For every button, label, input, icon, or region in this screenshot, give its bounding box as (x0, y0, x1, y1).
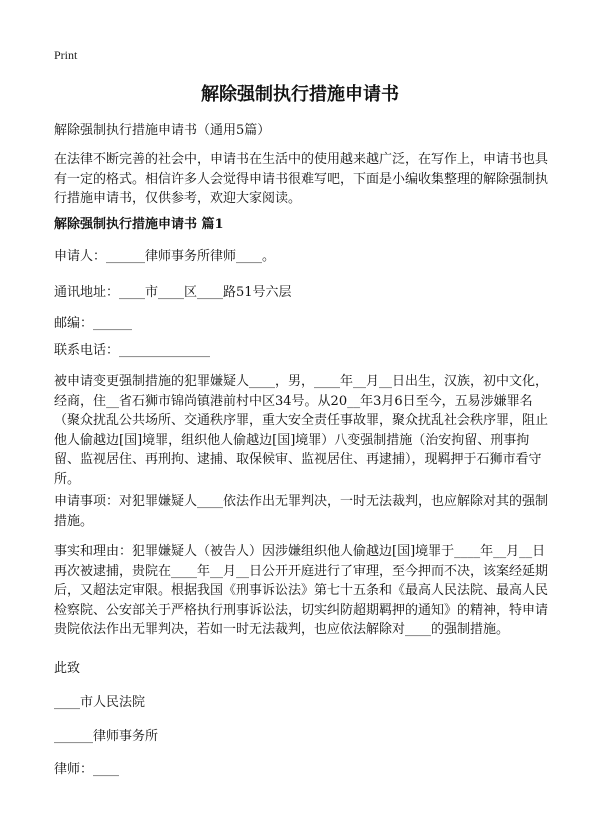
applicant-line: 申请人：______律师事务所律师____。 (54, 249, 276, 264)
phone-line: 联系电话：______________ (54, 343, 211, 358)
closing-line: 此致 (54, 661, 81, 676)
postcode-line: 邮编：______ (54, 316, 133, 331)
law-firm-line: ______律师事务所 (54, 729, 159, 744)
section-heading: 解除强制执行措施申请书 篇1 (54, 217, 224, 232)
print-label[interactable]: Print (54, 48, 78, 62)
document-subtitle: 解除强制执行措施申请书（通用5篇） (54, 123, 271, 138)
address-line: 通讯地址：____市____区____路51号六层 (54, 285, 292, 300)
document-title: 解除强制执行措施申请书 (201, 84, 399, 105)
court-line: ____市人民法院 (54, 695, 146, 710)
request-paragraph: 申请事项：对犯罪嫌疑人____依法作出无罪判决，一时无法裁判，也应解除对其的强制措施。 (54, 494, 549, 529)
suspect-paragraph: 被申请变更强制措施的犯罪嫌疑人____，男，____年__月__日出生，汉族，初中文化，经商，住__省石狮市锦尚镇港前村中区34号。从20__年3月6日至今，五易涉嫌罪名（聚众扰乱公共场所、交通秩序罪，重大安全责任事故罪，聚众扰乱社会秩序罪，阻止他人偷越边[国]境罪，组织他人偷越边[国]境罪）八变强制措施（治安拘留、刑事拘留、监视居住、再刑拘、逮捕、取保候审、监视居住、再逮捕），现羁押于石狮市看守所。 (54, 374, 549, 487)
lawyer-line: 律师：____ (54, 762, 120, 777)
facts-paragraph: 事实和理由：犯罪嫌疑人（被告人）因涉嫌组织他人偷越边[国]境罪于____年__月__日再次被逮捕，贵院在____年__月__日公开开庭进行了审理，至今押而不决，该案经延期后，又超法定审限。根据我国《刑事诉讼法》第七十五条和《最高人民法院、最高人民检察院、公安部关于严格执行刑事诉讼法，切实纠防超期羁押的通知》的精神，特申请贵院依法作出无罪判决，若如一时无法裁判，也应依法解除对____的强制措施。 (54, 544, 549, 637)
intro-paragraph: 在法律不断完善的社会中，申请书在生活中的使用越来越广泛，在写作上，申请书也具有一定的格式。相信许多人会觉得申请书很难写吧，下面是小编收集整理的解除强制执行措施申请书，仅供参考，欢迎大家阅读。 (54, 152, 549, 206)
